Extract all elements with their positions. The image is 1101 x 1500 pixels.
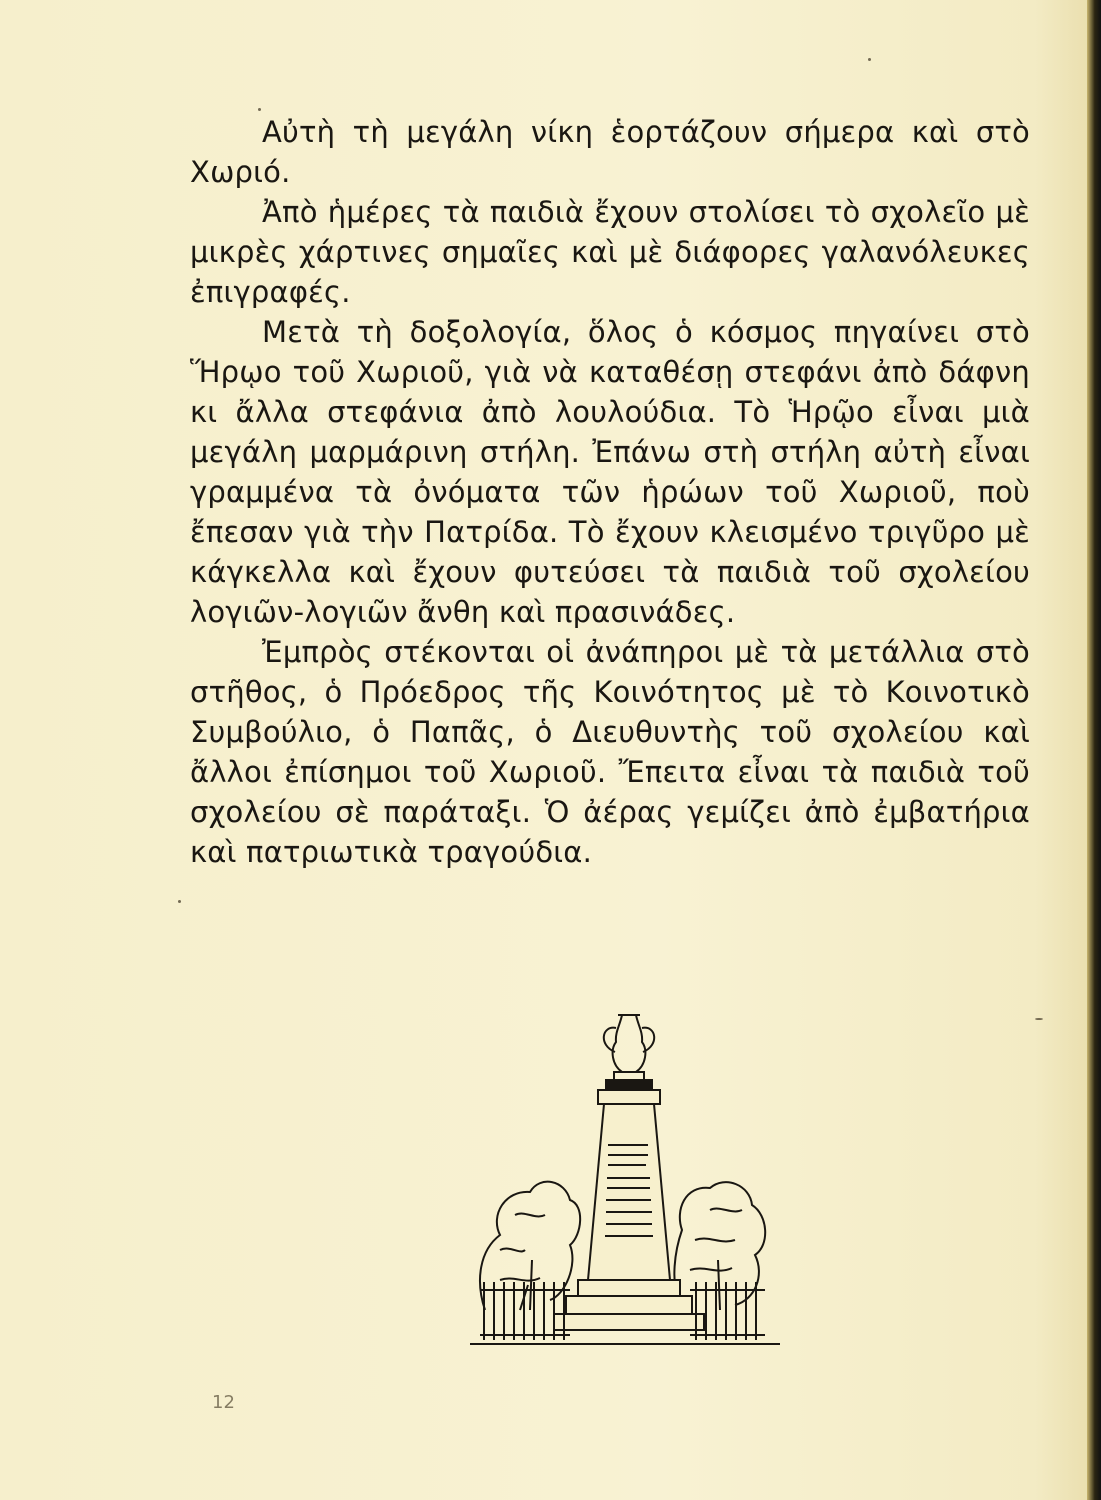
paragraph-2: Ἀπὸ ἡμέρες τὰ παιδιὰ ἔχουν στολίσει τὸ σχολεῖο μὲ μικρὲς χάρτινες σημαῖες καὶ μὲ διάφορες γαλανόλευκες ἐπιγραφές. (190, 195, 1030, 309)
paper-speck (178, 900, 181, 903)
body-text (190, 112, 1030, 872)
paper-speck (868, 58, 871, 61)
paragraph-1: Αὐτὴ τὴ μεγάλη νίκη ἑορτάζουν σήμερα καὶ στὸ Χωριό. (190, 115, 1030, 189)
urn (604, 1015, 654, 1090)
monument-illustration (470, 1010, 780, 1350)
binding-edge (1087, 0, 1101, 1500)
paragraph-3: Μετὰ τὴ δοξολογία, ὅλος ὁ κόσμος πηγαίνει στὸ Ἥρῳο τοῦ Χωριοῦ, γιὰ νὰ καταθέσῃ στεφάνι ἀπὸ δάφνη κι ἄλλα στεφάνια ἀπὸ λουλούδια. Τὸ Ἡρῷο εἶναι μιὰ μεγάλη μαρμάρινη στήλη. Ἐπάνω στὴ στήλη αὐτὴ εἶναι γραμμένα τὰ ὀνόματα τῶν ἡρώων τοῦ Χωριοῦ, ποὺ ἔπεσαν γιὰ τὴν Πατρίδα. Τὸ ἔχουν κλεισμένο τριγῦρο μὲ κάγκελλα καὶ ἔχουν φυτεύσει τὰ παιδιὰ τοῦ σχολείου λογιῶν-λογιῶν ἄνθη καὶ πρασινάδες. (190, 315, 1030, 629)
page-number: 12 (212, 1392, 235, 1413)
obelisk (554, 1090, 704, 1330)
paragraph-4: Ἐμπρὸς στέκονται οἱ ἀνάπηροι μὲ τὰ μετάλλια στὸ στῆθος, ὁ Πρόεδρος τῆς Κοινότητος μὲ τὸ Κοινοτικὸ Συμβούλιο, ὁ Παπᾶς, ὁ Διευθυντὴς τοῦ σχολείου καὶ ἄλλοι ἐπίσημοι τοῦ Χωριοῦ. Ἔπειτα εἶναι τὰ παιδιὰ τοῦ σχολείου σὲ παράταξι. Ὁ ἀέρας γεμίζει ἀπὸ ἐμβατήρια καὶ πατριωτικὰ τραγούδια. (190, 635, 1030, 869)
paper-speck (1035, 1018, 1043, 1020)
paper-speck (258, 108, 261, 111)
